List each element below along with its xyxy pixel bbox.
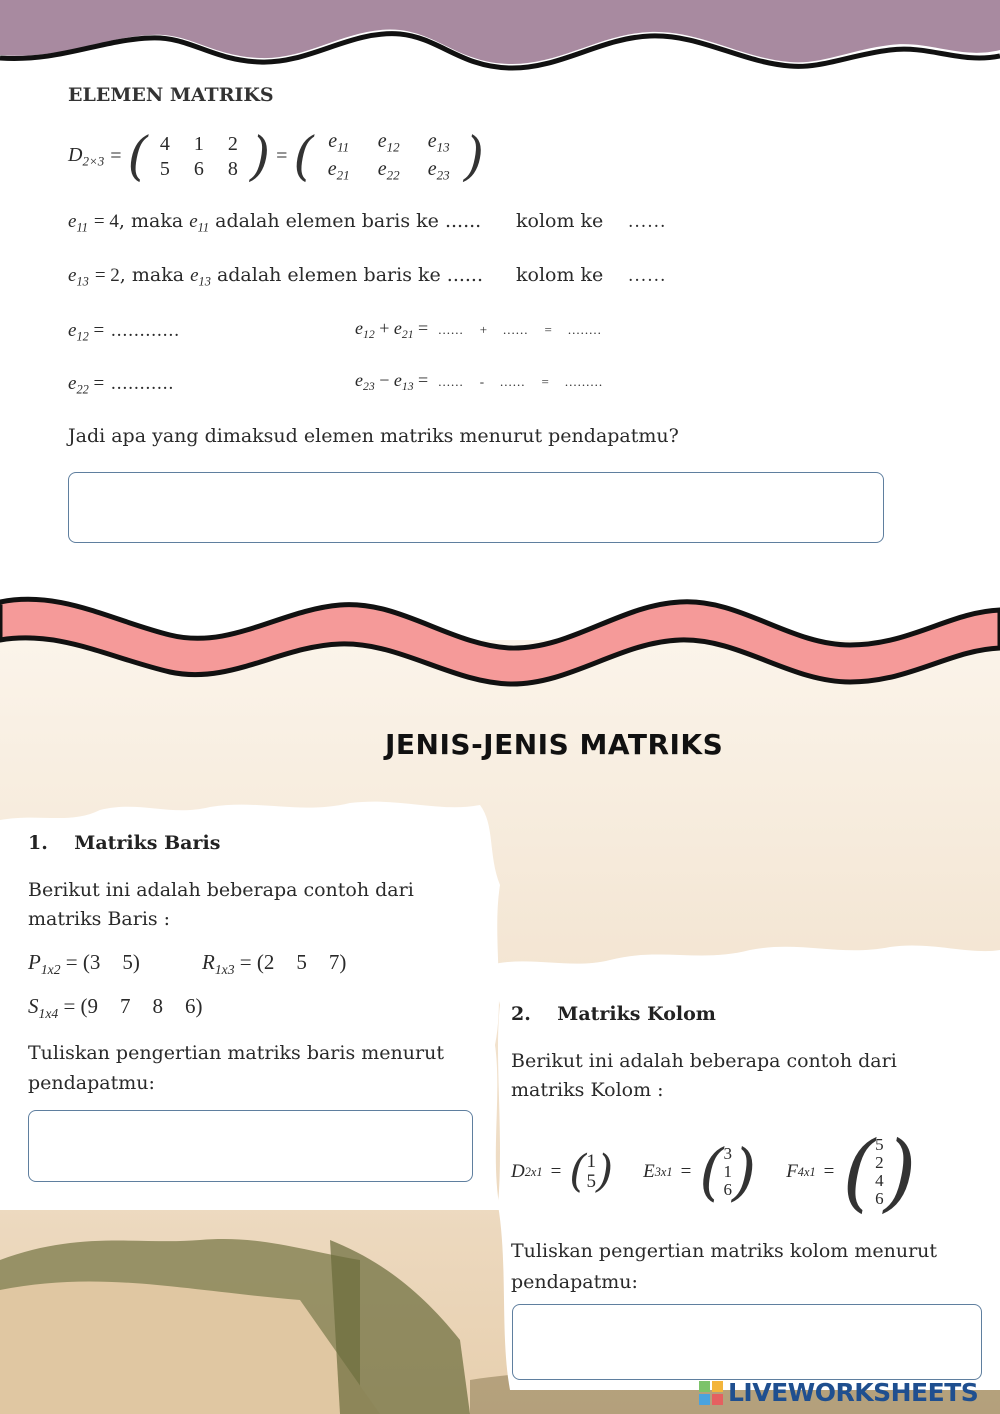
def-symbolic-matrix: ( $e_{11}$ $e_{12}$ $e_{13}$ $e_{21}$ $e_{22}$ $e_{23}$ ) <box>293 126 484 187</box>
question-difference: $e_{23} - e_{13}$ = ...... - ...... = ......... <box>355 370 604 394</box>
elemen-question: Jadi apa yang dimaksud elemen matriks menurut pendapatmu? <box>68 425 679 447</box>
matriks-kolom-intro: Berikut ini adalah beberapa contoh dari matriks Kolom : <box>511 1050 897 1101</box>
answer-sum-result[interactable]: ........ <box>567 322 602 337</box>
answer-e11-kolom[interactable]: ...... <box>628 212 667 232</box>
question-e12: $e_{12}$ = ............ <box>68 320 180 344</box>
answer-diff-b[interactable]: ...... <box>500 374 526 389</box>
def-numeric-matrix: ( 4 1 2 5 6 8 ) <box>127 126 271 187</box>
question-e13: $e_{13} = 2$, maka $e_{13}$ adalah elemen baris ke ...... <box>68 264 484 289</box>
matriks-kolom-prompt: Tuliskan pengertian matriks kolom menurut pendapatmu: <box>511 1240 938 1293</box>
jenis-title: JENIS-JENIS MATRIKS <box>385 728 724 761</box>
liveworksheets-icon <box>698 1380 724 1406</box>
definition-equation: $D_{2\times 3}$ = ( 4 1 2 5 6 8 ) = ( $e_{11}$ $e_{12}$ $e_{13}$ $e_{21}$ $e_{22}$ $e_{23}$ ) <box>68 126 484 187</box>
matriks-kolom-heading: 2. Matriks Kolom <box>511 1003 716 1025</box>
matriks-kolom-answer-box[interactable] <box>512 1304 982 1380</box>
pink-wave-divider <box>0 590 1000 690</box>
liveworksheets-logo: LIVEWORKSHEETS <box>698 1378 978 1407</box>
matriks-baris-heading: 1. Matriks Baris <box>28 832 221 854</box>
question-e13-kolom: kolom ke <box>516 264 604 286</box>
answer-diff-result[interactable]: ......... <box>564 374 604 389</box>
matriks-baris-intro: Berikut ini adalah beberapa contoh dari matriks Baris : <box>28 879 414 930</box>
matriks-baris-prompt: Tuliskan pengertian matriks baris menurut pendapatmu: <box>28 1042 444 1094</box>
matrix-s: $S_{1x4} = (9$ 7 8 6) <box>28 994 203 1021</box>
column-matrices <box>511 1122 916 1222</box>
elemen-answer-box[interactable] <box>68 472 884 543</box>
question-e11: $e_{11} = 4$, maka $e_{11}$ adalah elemen baris ke ...... <box>68 210 482 235</box>
def-lhs: $D_{2\times 3}$ <box>68 143 105 169</box>
top-wave-banner <box>0 0 1000 80</box>
section-heading-elemen: ELEMEN MATRIKS <box>68 84 274 106</box>
matrix-f: F 4x1 = ( 5 2 4 6 ) <box>786 1123 917 1221</box>
question-e11-kolom: kolom ke <box>516 210 604 232</box>
matrix-e: E 3x1 = ( 3 1 6 ) <box>643 1135 757 1208</box>
matrix-r: $R_{1x3} = (2$ 5 7) <box>202 950 347 977</box>
answer-e22[interactable]: = ........... <box>93 373 175 394</box>
matriks-baris-answer-box[interactable] <box>28 1110 473 1182</box>
question-e22: $e_{22}$ = ........... <box>68 373 175 397</box>
answer-diff-a[interactable]: ...... <box>438 374 464 389</box>
answer-sum-a[interactable]: ...... <box>438 322 464 337</box>
matrix-p: $P_{1x2} = (3$ 5) <box>28 950 140 977</box>
answer-sum-b[interactable]: ...... <box>503 322 529 337</box>
matrix-d: D 2x1 = ( 1 5 ) <box>511 1146 614 1197</box>
answer-e12[interactable]: = ............ <box>93 320 180 341</box>
answer-e13-kolom[interactable]: ...... <box>628 266 667 286</box>
question-sum: $e_{12} + e_{21}$ = ...... + ...... = ........ <box>355 318 602 342</box>
